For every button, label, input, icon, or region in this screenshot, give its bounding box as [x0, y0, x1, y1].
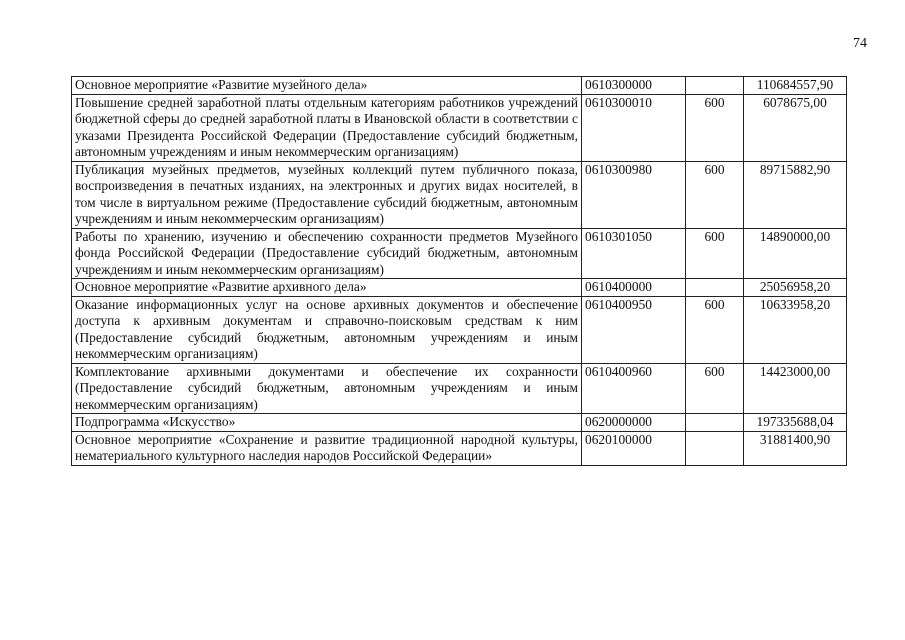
- row-target-code: 0610300000: [582, 77, 686, 95]
- table-row: [72, 279, 847, 297]
- row-target-code: 0620100000: [582, 431, 686, 465]
- budget-table: [71, 76, 847, 466]
- row-expense-type: 600: [686, 94, 744, 161]
- row-expense-type: 600: [686, 161, 744, 228]
- row-target-code: 0610400960: [582, 363, 686, 414]
- row-target-code: 0610300980: [582, 161, 686, 228]
- row-name: Публикация музейных предметов, музейных коллекций путем публичного показа, воспроизведения в печатных изданиях, на электронных и других видах носителей, в том числе в виртуальном режиме (Предоставление субсидий бюджетным, автономным учреждениям и иным некоммерческим организациям): [72, 161, 582, 228]
- row-expense-type: 600: [686, 296, 744, 363]
- row-amount: 14423000,00: [744, 363, 847, 414]
- table-row: [72, 363, 847, 414]
- table-row: [72, 77, 847, 95]
- row-expense-type: [686, 431, 744, 465]
- table-row: [72, 161, 847, 228]
- row-name: Основное мероприятие «Развитие архивного дела»: [72, 279, 582, 297]
- row-expense-type: 600: [686, 363, 744, 414]
- row-target-code: 0610400000: [582, 279, 686, 297]
- row-name: Работы по хранению, изучению и обеспечению сохранности предметов Музейного фонда Российской Федерации (Предоставление субсидий бюджетным, автономным учреждениям и иным некоммерческим организациям): [72, 228, 582, 279]
- row-amount: 25056958,20: [744, 279, 847, 297]
- row-expense-type: [686, 279, 744, 297]
- row-target-code: 0620000000: [582, 414, 686, 432]
- row-target-code: 0610301050: [582, 228, 686, 279]
- row-amount: 6078675,00: [744, 94, 847, 161]
- row-amount: 10633958,20: [744, 296, 847, 363]
- page-number: 74: [853, 36, 867, 51]
- row-amount: 89715882,90: [744, 161, 847, 228]
- row-amount: 110684557,90: [744, 77, 847, 95]
- row-name: Основное мероприятие «Развитие музейного дела»: [72, 77, 582, 95]
- row-expense-type: 600: [686, 228, 744, 279]
- row-target-code: 0610400950: [582, 296, 686, 363]
- table-row: [72, 228, 847, 279]
- row-name: Оказание информационных услуг на основе архивных документов и обеспечение доступа к архивным документам и справочно-поисковым средствам к ним (Предоставление субсидий бюджетным, автономным учреждениям и иным некоммерческим организациям): [72, 296, 582, 363]
- row-amount: 197335688,04: [744, 414, 847, 432]
- row-amount: 14890000,00: [744, 228, 847, 279]
- row-expense-type: [686, 414, 744, 432]
- row-target-code: 0610300010: [582, 94, 686, 161]
- table-row: [72, 94, 847, 161]
- row-name: Комплектование архивными документами и обеспечение их сохранности (Предоставление субсидий бюджетным, автономным учреждениям и иным некоммерческим организациям): [72, 363, 582, 414]
- row-name: Основное мероприятие «Сохранение и развитие традиционной народной культуры, нематериального культурного наследия народов Российской Федерации»: [72, 431, 582, 465]
- row-expense-type: [686, 77, 744, 95]
- table-row: [72, 431, 847, 465]
- row-name: Повышение средней заработной платы отдельным категориям работников учреждений бюджетной сферы до средней заработной платы в Ивановской области в соответствии с указами Президента Российской Федерации (Предоставление субсидий бюджетным, автономным учреждениям и иным некоммерческим организациям): [72, 94, 582, 161]
- row-amount: 31881400,90: [744, 431, 847, 465]
- table-row: [72, 414, 847, 432]
- row-name: Подпрограмма «Искусство»: [72, 414, 582, 432]
- table-row: [72, 296, 847, 363]
